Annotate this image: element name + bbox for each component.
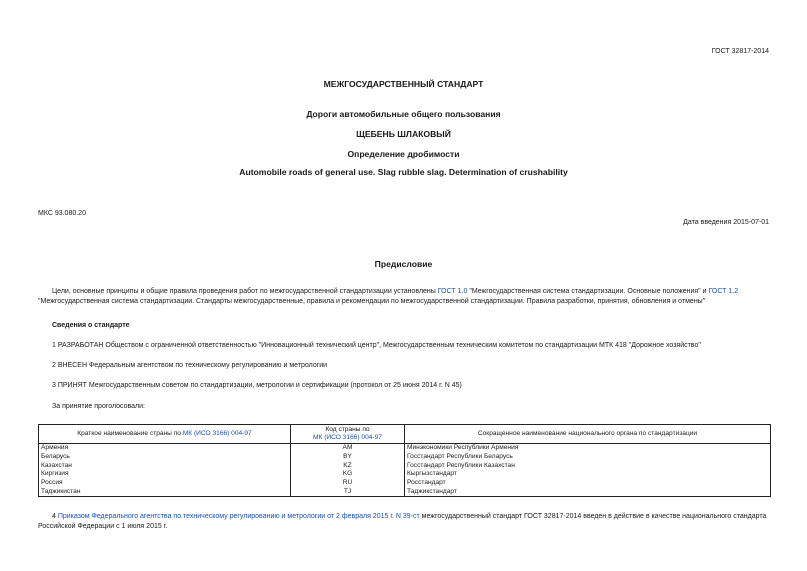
mk-iso-code-link[interactable]: МК (ИСО 3166) 004-97 — [313, 434, 382, 441]
table-row — [39, 444, 771, 453]
mks-code: МКС 93.080.20 — [38, 210, 86, 217]
intro-text-2: "Межгосударственная система стандартизации. Основные положения" и — [467, 288, 709, 295]
header-body: Сокращенное наименование национального органа по стандартизации — [405, 425, 771, 444]
body-cell: Госстандарт Республики Беларусь — [405, 453, 771, 462]
table-row — [39, 461, 771, 470]
header-code: Код страны по МК (ИСО 3166) 004-97 — [291, 425, 405, 444]
header-country: Краткое наименование страны по МК (ИСО 3166) 004-97 — [39, 425, 291, 444]
intro-text-3: "Межгосударственная система стандартизации. Стандарты межгосударственные, правила и рекомендации по межгосударственной стандартизации. Правила разработки, принятия, обновления и отмены" — [38, 298, 706, 305]
body-cell: Таджикстандарт — [405, 487, 771, 496]
item-4: 4 Приказом Федерального агентства по техническому регулированию и метрологии от 2 февраля 2015 г. N 39-ст межгосударственный стандарт ГОСТ 32817-2014 введен в действие в качестве национального стандарта Российской Федерации с 1 июля 2015 г. — [38, 513, 767, 530]
code-cell: RU — [291, 479, 405, 488]
preface-heading: Предисловие — [374, 259, 433, 269]
table-row — [39, 487, 771, 496]
code-cell: BY — [291, 453, 405, 462]
country-cell: Таджикистан — [39, 487, 291, 496]
order-link[interactable]: Приказом Федерального агентства по техническому регулированию и метрологии от 2 февраля 2015 г. N 39-ст — [57, 513, 420, 520]
item-2: 2 ВНЕСЕН Федеральным агентством по техническому регулированию и метрологии — [52, 362, 328, 369]
mk-iso-link[interactable]: МК (ИСО 3166) 004-97 — [182, 430, 252, 437]
title-line-3: Определение дробимости — [347, 149, 460, 159]
standard-type: МЕЖГОСУДАРСТВЕННЫЙ СТАНДАРТ — [323, 79, 484, 89]
body-cell: Госстандарт Республики Казахстан — [405, 461, 771, 470]
item-1: 1 РАЗРАБОТАН Обществом с ограниченной ответственностью "Инновационный технический центр", Межгосударственным техническим комитетом по стандартизации МТК 418 "Дорожное хозяйство" — [52, 342, 701, 349]
table-row — [39, 453, 771, 462]
body-cell: Минэкономики Республики Армения — [405, 444, 771, 453]
gost-1-0-link[interactable]: ГОСТ 1.0 — [437, 288, 468, 295]
country-cell: Казахстан — [39, 461, 291, 470]
preface-intro — [38, 287, 773, 307]
item-3: 3 ПРИНЯТ Межгосударственным советом по стандартизации, метрологии и сертификации (протокол от 25 июня 2014 г. N 45) — [52, 382, 462, 389]
intro-text-1: Цели, основные принципы и общие правила проведения работ по межгосударственной стандартизации установлены — [52, 288, 438, 295]
voted-label: За принятие проголосовали: — [52, 403, 145, 410]
body-cell: Кыргызстандарт — [405, 470, 771, 479]
code-cell: KG — [291, 470, 405, 479]
country-cell: Беларусь — [39, 453, 291, 462]
gost-1-2-link[interactable]: ГОСТ 1.2 — [708, 288, 739, 295]
code-cell: TJ — [291, 487, 405, 496]
title-line-2: ЩЕБЕНЬ ШЛАКОВЫЙ — [356, 129, 451, 139]
country-cell: Армения — [39, 444, 291, 453]
code-cell: AM — [291, 444, 405, 453]
agreement-table — [38, 424, 771, 497]
table-row — [39, 470, 771, 479]
table-header-row — [39, 425, 771, 444]
country-cell: Россия — [39, 479, 291, 488]
intro-date: Дата введения 2015-07-01 — [683, 219, 769, 226]
body-cell: Росстандарт — [405, 479, 771, 488]
info-heading: Сведения о стандарте — [52, 322, 130, 329]
title-english: Automobile roads of general use. Slag rubble slag. Determination of crushability — [239, 167, 568, 177]
code-cell: KZ — [291, 461, 405, 470]
country-cell: Киргизия — [39, 470, 291, 479]
title-line-1: Дороги автомобильные общего пользования — [306, 109, 501, 119]
table-row — [39, 479, 771, 488]
doc-number: ГОСТ 32817-2014 — [711, 48, 769, 55]
